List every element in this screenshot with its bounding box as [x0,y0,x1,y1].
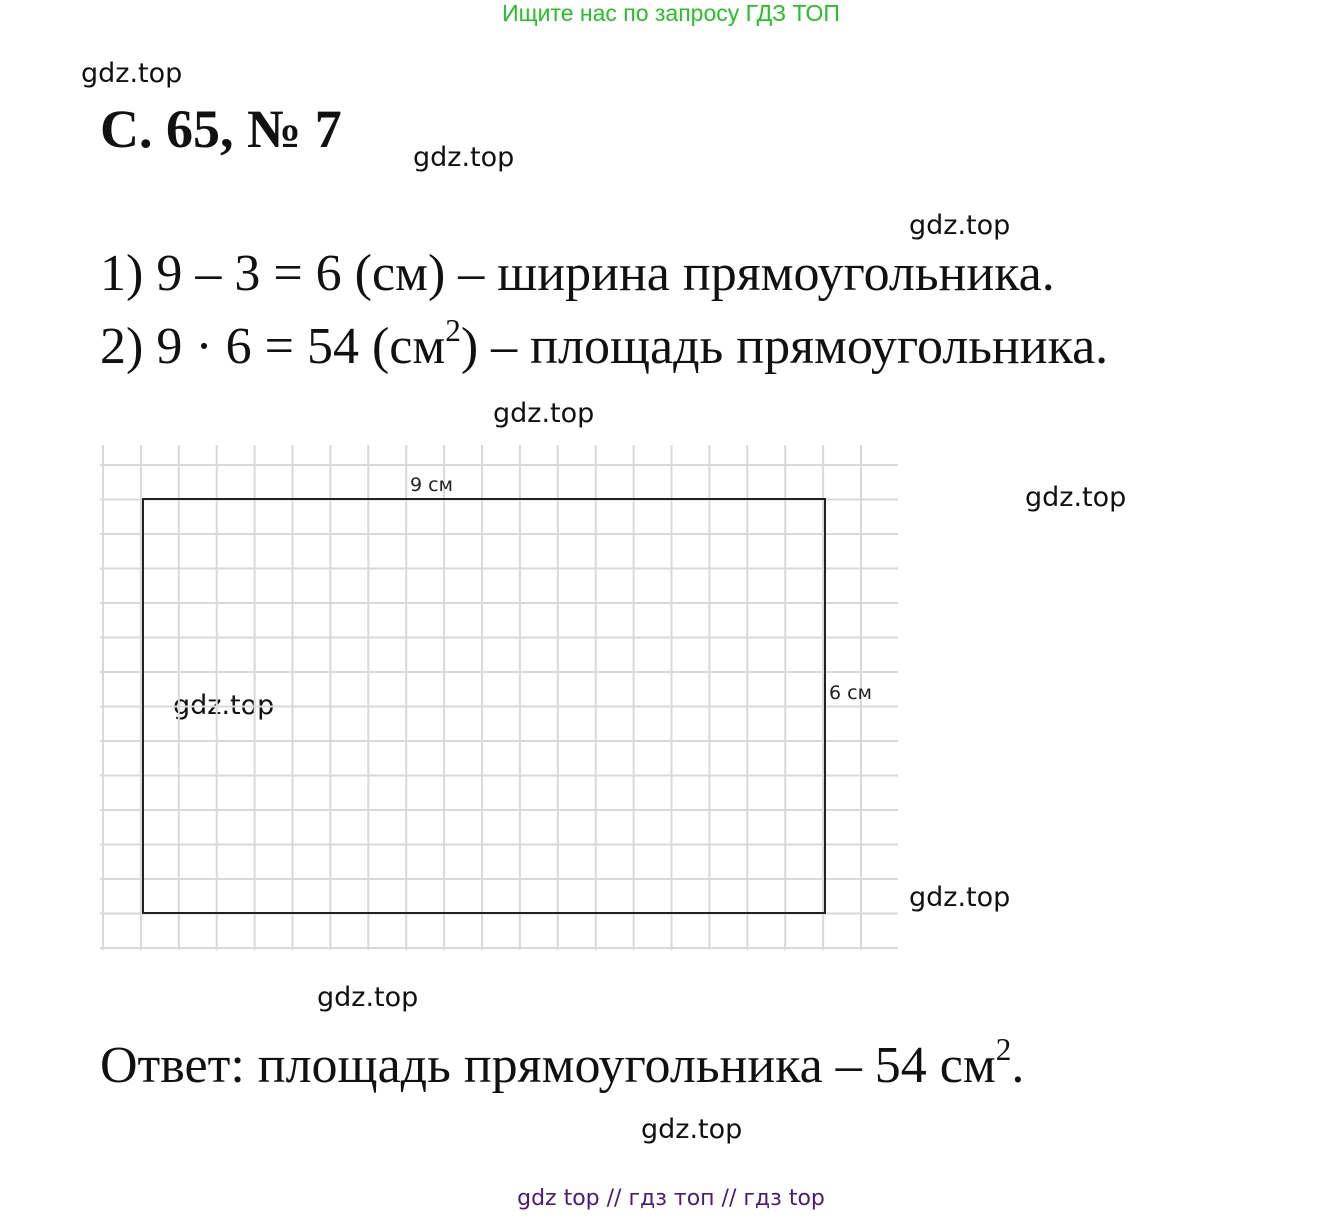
page-title: С. 65, № 7 [100,99,342,159]
watermark: gdz.top [317,982,419,1013]
answer-text: Ответ: площадь прямоугольника – 54 см [100,1037,996,1094]
width-label: 9 см [410,474,453,496]
step-2-text: 2) 9 · 6 = 54 (см [100,318,446,375]
answer-period: . [1011,1037,1025,1094]
search-banner: Ищите нас по запросу ГДЗ ТОП [502,0,840,26]
watermark: gdz.top [641,1114,743,1145]
watermark: gdz.top [493,398,595,429]
watermark: gdz.top [909,882,1011,913]
watermark: gdz.top [413,142,515,173]
solution-step-1: 1) 9 – 3 = 6 (см) – ширина прямоугольника. [100,245,1055,302]
superscript: 2 [445,313,461,349]
superscript: 2 [995,1032,1012,1068]
watermark: gdz.top [909,210,1011,241]
watermark: gdz.top [81,58,183,89]
footer-links: gdz top // гдз топ // гдз top [517,1186,825,1211]
step-2-text-end: ) – площадь прямоугольника. [460,318,1109,375]
height-label: 6 см [829,682,872,704]
watermark: gdz.top [173,690,275,721]
watermark: gdz.top [1025,482,1127,513]
answer [100,1032,1025,1095]
